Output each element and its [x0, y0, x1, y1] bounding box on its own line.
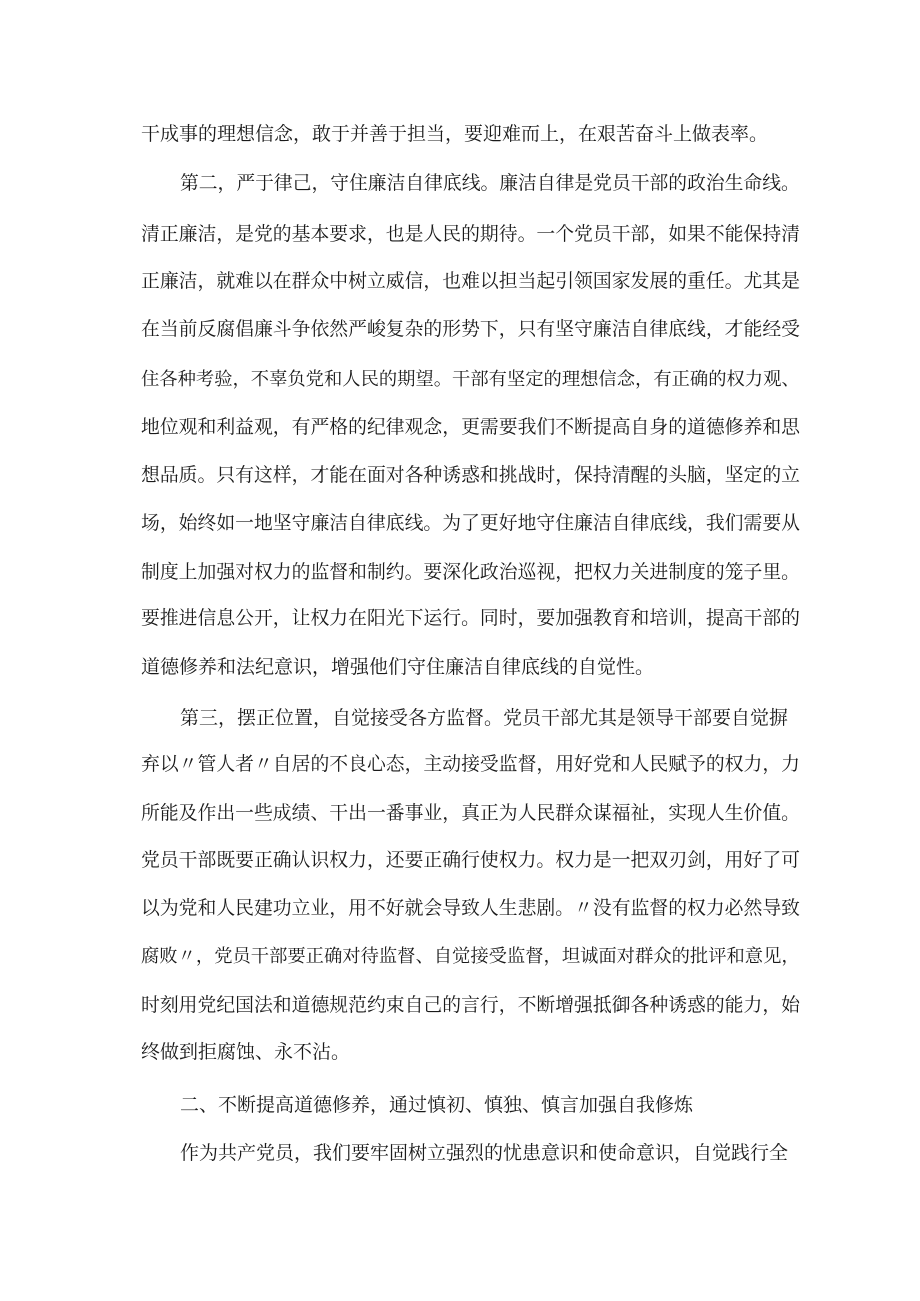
text-line: 场，始终如一地坚守廉洁自律底线。为了更好地守住廉洁自律底线，我们需要从 [141, 513, 800, 534]
text-line: 终做到拒腐蚀、永不沾。 [141, 1041, 351, 1063]
text-line: 干成事的理想信念，敢于并善于担当，要迎难而上，在艰苦奋斗上做表率。 [141, 123, 769, 145]
text-line: 清正廉洁，是党的基本要求，也是人民的期待。一个党员干部，如果不能保持清 [141, 224, 800, 245]
text-line: 党员干部既要正确认识权力，还要正确行使权力。权力是一把双刃剑，用好了可 [141, 850, 800, 871]
text-line: 制度上加强对权力的监督和制约。要深化政治巡视，把权力关进制度的笼子里。 [141, 562, 800, 583]
text-line: 第三，摆正位置，自觉接受各方监督。党员干部尤其是领导干部要自觉摒 [180, 707, 789, 729]
text-line: 时刻用党纪国法和道德规范约束自己的言行，不断增强抵御各种诱惑的能力，始 [141, 995, 800, 1016]
text-line: 弃以〃管人者〃自居的不良心态，主动接受监督，用好党和人民赋予的权力，力 [141, 754, 800, 775]
text-line: 道德修养和法纪意识，增强他们守住廉洁自律底线的自觉性。 [141, 656, 655, 678]
text-line: 腐败〃，党员干部要正确对待监督、自觉接受监督，坦诚面对群众的批评和意见， [141, 946, 800, 967]
section-heading: 二、不断提高道德修养，通过慎初、慎独、慎言加强自我修炼 [180, 1094, 694, 1116]
text-line: 所能及作出一些成绩、干出一番事业，真正为人民群众谋福祉，实现人生价值。 [141, 803, 800, 824]
text-line: 要推进信息公开，让权力在阳光下运行。同时，要加强教育和培训，提高干部的 [141, 608, 800, 629]
text-line: 正廉洁，就难以在群众中树立威信，也难以担当起引领国家发展的重任。尤其是 [141, 271, 800, 292]
text-line: 作为共产党员，我们要牢固树立强烈的忧患意识和使命意识，自觉践行全 [180, 1142, 789, 1164]
text-line: 第二，严于律己，守住廉洁自律底线。廉洁自律是党员干部的政治生命线。 [180, 173, 800, 194]
text-line: 地位观和利益观，有严格的纪律观念，更需要我们不断提高自身的道德修养和思 [141, 417, 800, 438]
text-line: 在当前反腐倡廉斗争依然严峻复杂的形势下，只有坚守廉洁自律底线，才能经受 [141, 319, 800, 340]
text-line: 想品质。只有这样，才能在面对各种诱惑和挑战时，保持清醒的头脑，坚定的立 [141, 465, 800, 486]
text-line: 住各种考验，不辜负党和人民的期望。干部有坚定的理想信念，有正确的权力观、 [141, 369, 800, 390]
text-line: 以为党和人民建功立业，用不好就会导致人生悲剧。〃没有监督的权力必然导致 [141, 898, 800, 919]
